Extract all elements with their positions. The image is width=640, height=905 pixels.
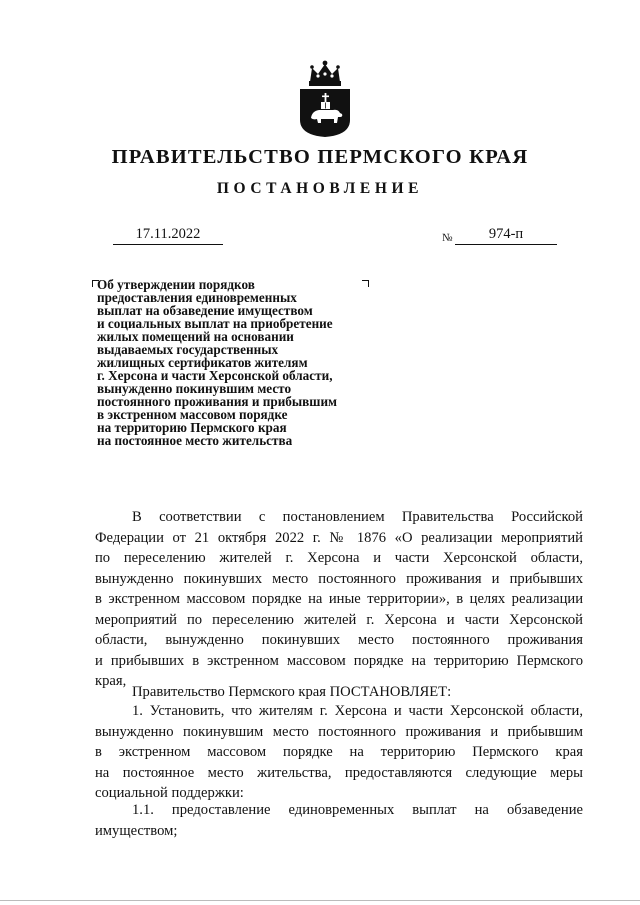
- preamble-paragraph: [95, 507, 583, 692]
- document-subject: [97, 278, 397, 447]
- body-line: Федерации от 21 октября 2022 г. № 1876 «О реализации мероприятий: [95, 529, 583, 546]
- subject-line: вынужденно покинувшим место: [97, 381, 292, 396]
- subject-line: г. Херсона и части Херсонской области,: [97, 368, 333, 383]
- clause-1-paragraph: [95, 701, 583, 804]
- document-date: 17.11.2022: [113, 226, 223, 245]
- subject-line: постоянного проживания и прибывшим: [97, 394, 338, 409]
- subject-line: и социальных выплат на приобретение: [97, 316, 333, 331]
- body-line: на постоянное место жительства, предоставляются следующие меры: [95, 764, 583, 781]
- subject-line: жилищных сертификатов жителям: [97, 355, 308, 370]
- government-title: ПРАВИТЕЛЬСТВО ПЕРМСКОГО КРАЯ: [111, 146, 529, 168]
- body-line: и прибывших в экстренном массовом порядке на территорию Пермского: [95, 652, 583, 669]
- resolves-paragraph: [95, 682, 583, 703]
- body-line: по переселению жителей г. Херсона и части Херсонской области,: [95, 550, 583, 566]
- body-line: социальной поддержки:: [95, 785, 244, 801]
- page-bottom-edge: [0, 900, 640, 901]
- subject-line: на территорию Пермского края: [97, 420, 287, 435]
- body-line: имуществом;: [95, 822, 178, 839]
- body-line: мероприятий по переселению жителей г. Херсона и части Херсонской: [95, 611, 583, 628]
- coat-of-arms-icon: [296, 58, 354, 138]
- subject-line: выдаваемых государственных: [97, 342, 279, 357]
- body-line: Правительство Пермского края ПОСТАНОВЛЯЕТ:: [132, 684, 452, 700]
- body-line: края,: [95, 673, 127, 689]
- subject-line: жилых помещений на основании: [97, 329, 294, 344]
- subject-line: Об утверждении порядков: [97, 277, 255, 292]
- document-number: 974-п: [455, 226, 557, 245]
- body-line: 1. Установить, что жителям г. Херсона и части Херсонской области,: [132, 703, 583, 719]
- body-line: В соответствии с постановлением Правительства Российской: [132, 509, 583, 525]
- body-line: вынужденно покинувших место постоянного проживания и прибывших: [95, 570, 583, 587]
- document-type: ПОСТАНОВЛЕНИЕ: [216, 180, 424, 197]
- body-line: области, вынужденно покинувших место постоянного проживания: [95, 632, 583, 648]
- body-line: в экстренном массовом порядке на иные территории», в целях реализации: [95, 591, 583, 607]
- number-label: №: [442, 232, 453, 244]
- subject-line: в экстренном массовом порядке: [97, 407, 288, 422]
- clause-1-1-paragraph: [95, 800, 583, 841]
- body-line: 1.1. предоставление единовременных выплат на обзаведение: [132, 802, 583, 818]
- body-line: в экстренном массовом порядке на территорию Пермского края: [95, 744, 583, 760]
- subject-line: на постоянное место жительства: [97, 433, 293, 448]
- subject-line: выплат на обзаведение имуществом: [97, 303, 313, 318]
- body-line: вынужденно покинувшим место постоянного проживания и прибывшим: [95, 723, 583, 740]
- subject-line: предоставления единовременных: [97, 290, 297, 305]
